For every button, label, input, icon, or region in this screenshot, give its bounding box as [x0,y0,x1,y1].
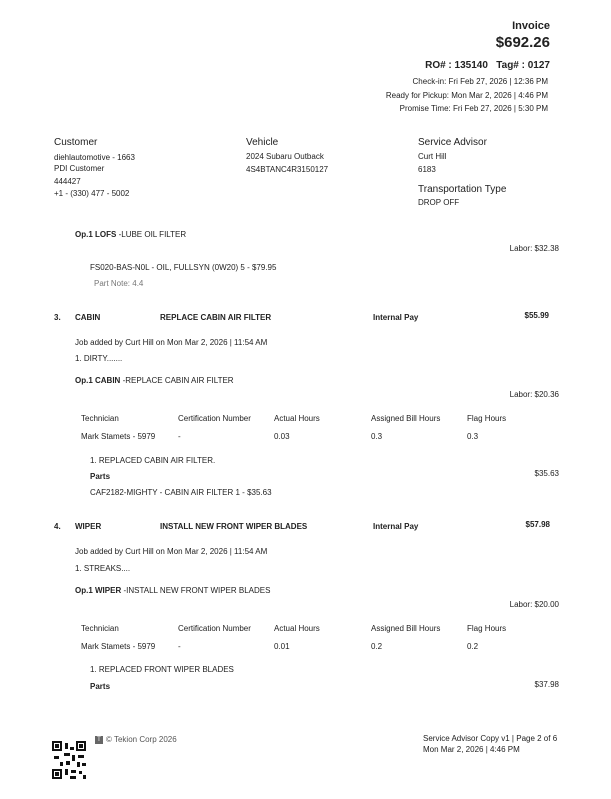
job4-amount: $57.98 [525,520,550,529]
qr-code-icon [52,741,86,779]
footer-date: Mon Mar 2, 2026 | 4:46 PM [423,745,520,754]
customer-phone: +1 - (330) 477 - 5002 [54,189,130,198]
job4-parts-total: $37.98 [534,680,559,689]
advisor-heading: Service Advisor [418,137,487,148]
advisor-name: Curt Hill [418,152,447,161]
job3-correction: 1. REPLACED CABIN AIR FILTER. [90,456,216,465]
job3-th-tech: Technician [81,414,119,423]
job4-concern: 1. STREAKS.... [75,564,131,573]
job3-op-desc: -REPLACE CABIN AIR FILTER [122,376,234,385]
ro-tag-line [425,60,550,71]
job3-parts-total: $35.63 [534,469,559,478]
checkin-time: Check-in: Fri Feb 27, 2026 | 12:36 PM [412,77,548,86]
footer-copyright-line [95,735,177,744]
customer-heading: Customer [54,137,98,148]
job3-concern: 1. DIRTY....... [75,354,123,363]
job4-th-cert: Certification Number [178,624,251,633]
job4-th-tech: Technician [81,624,119,633]
job3-actual: 0.03 [274,432,290,441]
job4-labor: Labor: $20.00 [509,600,559,609]
vehicle-model: 2024 Subaru Outback [246,152,324,161]
job3-tech: Mark Stamets - 5979 [81,432,156,441]
job4-cert: - [178,642,181,651]
job4-assigned: 0.2 [371,642,383,651]
job3-part: CAF2182-MIGHTY - CABIN AIR FILTER 1 - $35.63 [90,488,272,497]
job3-amount: $55.99 [524,311,549,320]
job3-cert: - [178,432,181,441]
pickup-time: Ready for Pickup: Mon Mar 2, 2026 | 4:46 PM [385,91,548,100]
op-lofs-part: FS020-BAS-N0L - OIL, FULLSYN (0W20) 5 - $79.95 [90,263,277,272]
transport-heading: Transportation Type [418,184,507,195]
footer-copyright: © Tekion Corp 2026 [106,735,177,744]
job4-code: WIPER [75,522,102,531]
job3-pay-type: Internal Pay [373,313,419,322]
job4-op-title [75,586,270,595]
op-lofs-part-note: Part Note: 4.4 [94,279,144,288]
job3-th-flag: Flag Hours [467,414,507,423]
job3-code: CABIN [75,313,101,322]
job3-parts-label: Parts [90,472,111,481]
job4-op-desc: -INSTALL NEW FRONT WIPER BLADES [123,586,271,595]
job3-number: 3. [54,313,61,322]
job4-desc: INSTALL NEW FRONT WIPER BLADES [160,522,308,531]
job4-tech: Mark Stamets - 5979 [81,642,156,651]
op-lofs-title [75,230,186,239]
job4-correction: 1. REPLACED FRONT WIPER BLADES [90,665,234,674]
job4-th-actual: Actual Hours [274,624,320,633]
job3-added: Job added by Curt Hill on Mon Mar 2, 2026 | 11:54 AM [75,338,268,347]
job3-th-cert: Certification Number [178,414,251,423]
job4-th-assigned: Assigned Bill Hours [371,624,441,633]
job3-th-assigned: Assigned Bill Hours [371,414,441,423]
job4-pay-type: Internal Pay [373,522,419,531]
footer-copy-label: Service Advisor Copy v1 | Page 2 of 6 [423,734,558,743]
job3-op-title [75,376,234,385]
customer-name: diehlautomotive - 1663 [54,153,135,162]
promise-time: Promise Time: Fri Feb 27, 2026 | 5:30 PM [399,104,548,113]
job3-desc: REPLACE CABIN AIR FILTER [160,313,272,322]
job4-flag: 0.2 [467,642,479,651]
op-lofs-labor: Labor: $32.38 [509,244,559,253]
transport-type: DROP OFF [418,198,460,207]
job3-assigned: 0.3 [371,432,383,441]
tekion-logo-icon: T [95,736,103,744]
advisor-id: 6183 [418,165,436,174]
invoice-total: $692.26 [495,34,550,51]
tag-number: Tag# : 0127 [496,60,550,71]
vehicle-vin: 4S4BTANC4R3150127 [246,165,329,174]
customer-id: 444427 [54,177,81,186]
job3-flag: 0.3 [467,432,479,441]
customer-type: PDI Customer [54,164,105,173]
op-lofs-desc: -LUBE OIL FILTER [118,230,187,239]
op-lofs-code: Op.1 LOFS [75,230,117,239]
job4-actual: 0.01 [274,642,290,651]
vehicle-heading: Vehicle [246,137,279,148]
ro-number: RO# : 135140 [425,60,488,71]
job4-op-code: Op.1 WIPER [75,586,122,595]
job4-th-flag: Flag Hours [467,624,507,633]
job4-parts-label: Parts [90,682,111,691]
job4-added: Job added by Curt Hill on Mon Mar 2, 2026 | 11:54 AM [75,547,268,556]
job3-th-actual: Actual Hours [274,414,320,423]
invoice-label: Invoice [512,20,550,32]
job4-number: 4. [54,522,61,531]
job3-op-code: Op.1 CABIN [75,376,121,385]
job3-labor: Labor: $20.36 [509,390,559,399]
